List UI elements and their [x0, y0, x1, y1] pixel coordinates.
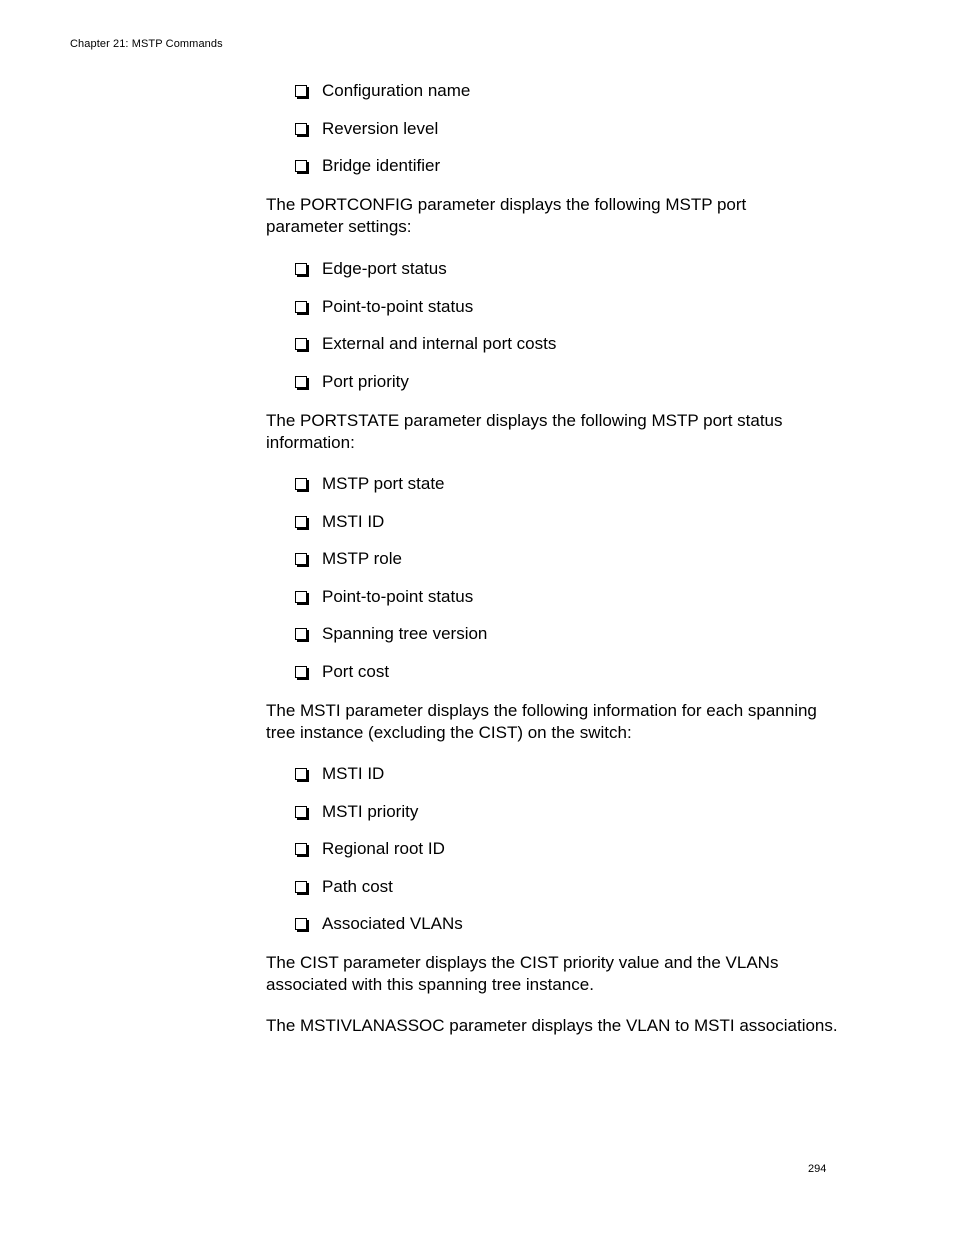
list-item-label: MSTI priority [322, 801, 419, 821]
list-item-label: Port cost [322, 661, 390, 681]
list-item [266, 333, 556, 371]
list-item-label: MSTI ID [322, 764, 385, 783]
checkbox-bullet-icon [295, 338, 307, 350]
list-item [266, 763, 463, 801]
list-item-label: Regional root ID [322, 839, 445, 858]
checkbox-bullet-icon [295, 263, 307, 275]
list-item [266, 296, 556, 334]
list-item-label: Configuration name [322, 81, 471, 100]
list-item-label: MSTP port state [322, 474, 445, 493]
list-item-label: Associated VLANs [322, 914, 463, 933]
list-item-label: Path cost [322, 876, 393, 896]
checkbox-bullet-icon [295, 918, 307, 930]
list-item [266, 801, 463, 839]
checkbox-bullet-icon [295, 553, 307, 565]
checkbox-bullet-icon [295, 806, 307, 818]
list-item [266, 371, 556, 409]
checkbox-bullet-icon [295, 516, 307, 528]
mstivlanassoc-paragraph: The MSTIVLANASSOC parameter displays the VLAN to MSTI associations. [266, 1016, 838, 1035]
list-item-label: Reversion level [322, 118, 439, 138]
list-item [266, 155, 470, 193]
list-item-label: Port priority [322, 371, 409, 391]
checkbox-bullet-icon [295, 301, 307, 313]
list-item-label: Edge-port status [322, 259, 447, 278]
list-item [266, 118, 470, 156]
list-item [266, 838, 463, 876]
checkbox-bullet-icon [295, 123, 307, 135]
portconfig-list [266, 258, 556, 408]
list-item-label: Point-to-point status [322, 586, 474, 606]
list-item-label: MSTP role [322, 549, 402, 568]
checkbox-bullet-icon [295, 478, 307, 490]
list-item [266, 661, 487, 699]
list-item-label: External and internal port costs [322, 334, 557, 353]
list-item [266, 876, 463, 914]
checkbox-bullet-icon [295, 591, 307, 603]
chapter-header: Chapter 21: MSTP Commands [70, 38, 223, 50]
list-item [266, 473, 487, 511]
checkbox-bullet-icon [295, 881, 307, 893]
checkbox-bullet-icon [295, 376, 307, 388]
checkbox-bullet-icon [295, 85, 307, 97]
list-item [266, 258, 556, 296]
portstate-paragraph: The PORTSTATE parameter displays the following MSTP port status information: [266, 411, 783, 452]
list-item [266, 548, 487, 586]
checkbox-bullet-icon [295, 768, 307, 780]
list-item-label: MSTI ID [322, 511, 385, 531]
list-item [266, 586, 487, 624]
cist-paragraph: The CIST parameter displays the CIST priority value and the VLANs associated with this spanning tree instance. [266, 953, 779, 994]
list-item-label: Bridge identifier [322, 156, 441, 175]
checkbox-bullet-icon [295, 160, 307, 172]
page-number: 294 [808, 1163, 827, 1175]
list-item-label: Point-to-point status [322, 296, 474, 316]
bridge-settings-list [266, 80, 470, 193]
checkbox-bullet-icon [295, 628, 307, 640]
portconfig-paragraph: The PORTCONFIG parameter displays the following MSTP port parameter settings: [266, 195, 747, 236]
checkbox-bullet-icon [295, 666, 307, 678]
portstate-list [266, 473, 487, 698]
checkbox-bullet-icon [295, 843, 307, 855]
msti-list [266, 763, 463, 951]
list-item [266, 80, 470, 118]
list-item-label: Spanning tree version [322, 624, 488, 643]
list-item [266, 623, 487, 661]
msti-paragraph: The MSTI parameter displays the following information for each spanning tree instance (excluding the CIST) on the switch: [266, 701, 817, 742]
list-item [266, 511, 487, 549]
list-item [266, 913, 463, 951]
